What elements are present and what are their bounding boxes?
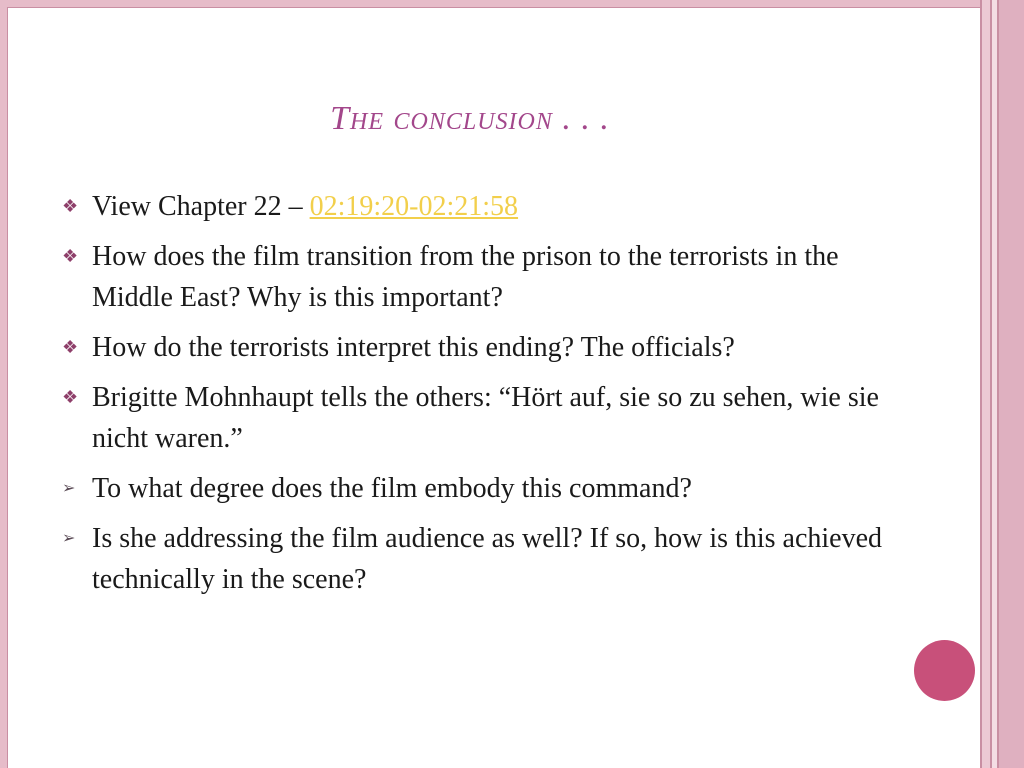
slide-title: The conclusion . . .: [330, 100, 610, 137]
bullet-item: [62, 518, 892, 600]
bullet-text: Brigitte Mohnhaupt tells the others: “Hört auf, sie so zu sehen, wie sie nicht waren.”: [92, 382, 879, 454]
bullet-item: [62, 377, 892, 459]
diamond-bullet-icon: ❖: [62, 337, 79, 357]
bullet-item: [62, 327, 892, 368]
diamond-bullet-icon: ❖: [62, 246, 79, 266]
bullet-item: [62, 186, 892, 227]
diamond-bullet-icon: ❖: [62, 387, 79, 407]
diamond-bullet-icon: ❖: [62, 196, 79, 216]
bullet-item: [62, 468, 892, 509]
bullet-text: How do the terrorists interpret this ending? The officials?: [92, 332, 735, 363]
arrow-bullet-icon: ➢: [62, 530, 76, 547]
bullet-text: Is she addressing the film audience as well? If so, how is this achieved technically in the scene?: [92, 523, 883, 595]
frame-top-border: [0, 0, 980, 7]
stripe: [999, 0, 1024, 768]
bullet-list: [62, 186, 892, 609]
bullet-text: To what degree does the film embody this command?: [92, 473, 692, 504]
right-stripes-decoration: [980, 0, 1024, 768]
stripe: [982, 0, 990, 768]
bullet-item: [62, 236, 892, 318]
decorative-circle: [914, 640, 975, 701]
bullet-text: View Chapter 22 –: [92, 191, 310, 222]
arrow-bullet-icon: ➢: [62, 480, 76, 497]
timestamp-link[interactable]: 02:19:20-02:21:58: [309, 191, 519, 222]
bullet-text: How does the film transition from the prison to the terrorists in the Middle East? Why is this important?: [92, 241, 839, 313]
frame-top-line: [7, 7, 980, 8]
